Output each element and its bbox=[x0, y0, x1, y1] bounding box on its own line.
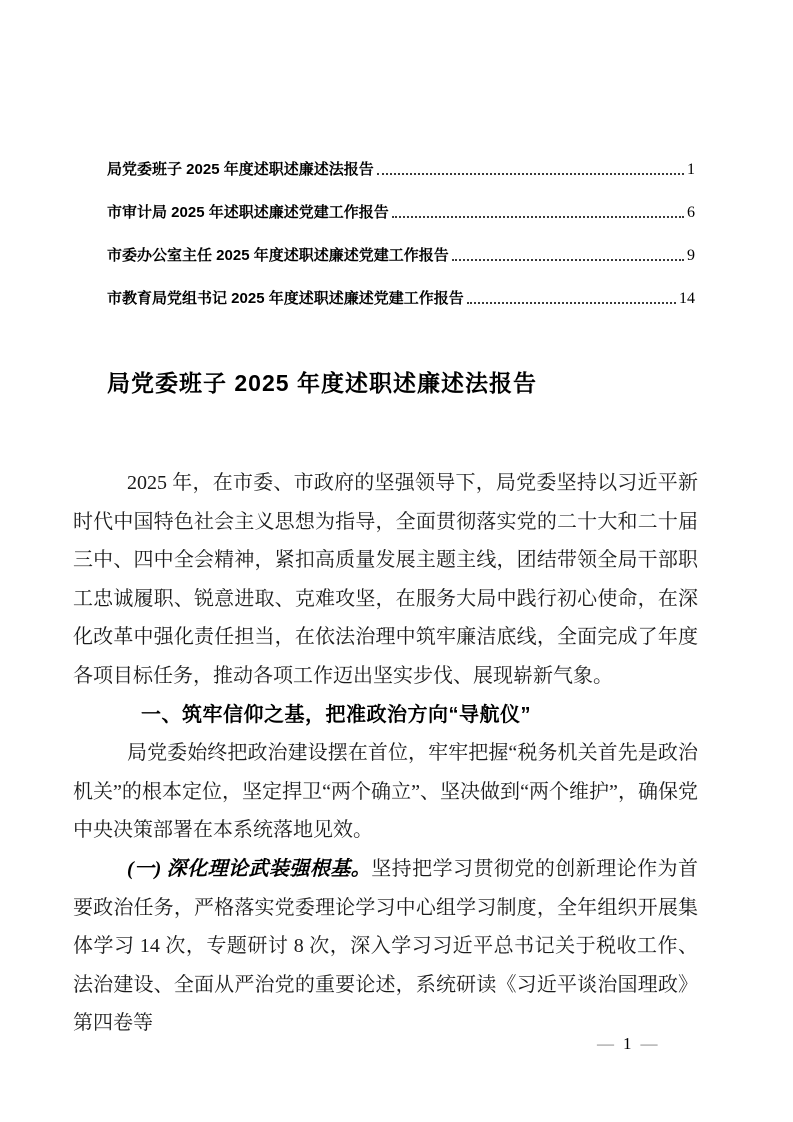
footer-dash-right: — bbox=[640, 1034, 658, 1053]
document-body bbox=[73, 464, 698, 1043]
toc-page-number: 6 bbox=[687, 204, 695, 221]
toc-entry[interactable] bbox=[107, 160, 695, 179]
footer-dash-left: — bbox=[597, 1034, 614, 1053]
toc-entry[interactable] bbox=[107, 246, 695, 265]
toc-page-number: 14 bbox=[679, 290, 695, 307]
toc-leader-dots bbox=[392, 216, 684, 218]
subsection-lead: (一) 深化理论武装强根基。 bbox=[127, 857, 372, 880]
table-of-contents bbox=[107, 160, 695, 332]
toc-page-number: 9 bbox=[687, 247, 695, 264]
toc-page-number: 1 bbox=[687, 161, 695, 178]
toc-entry[interactable] bbox=[107, 203, 695, 222]
page-footer bbox=[597, 1034, 658, 1054]
subsection-text: 坚持把学习贯彻党的创新理论作为首要政治任务，严格落实党委理论学习中心组学习制度，全年组织开展集体学习 14 次，专题研讨 8 次，深入学习习近平总书记关于税收工作、法治建设、全面从严治党的重要论述，系统研读《习近平谈治国理政》第四卷等 bbox=[73, 857, 699, 1035]
toc-entry-label: 市教育局党组书记 2025 年度述职述廉述党建工作报告 bbox=[107, 290, 464, 307]
toc-entry[interactable] bbox=[107, 289, 695, 308]
toc-leader-dots bbox=[452, 259, 684, 261]
toc-entry-label: 局党委班子 2025 年度述职述廉述法报告 bbox=[107, 161, 374, 178]
paragraph-intro: 2025 年，在市委、市政府的坚强领导下，局党委坚持以习近平新时代中国特色社会主义思想为指导，全面贯彻落实党的二十大和二十届三中、四中全会精神，紧扣高质量发展主题主线，团结带领全局干部职工忠诚履职、锐意进取、克难攻坚，在服务大局中践行初心使命，在深化改革中强化责任担当，在依法治理中筑牢廉洁底线，全面完成了年度各项目标任务，推动各项工作迈出坚实步伐、展现崭新气象。 bbox=[73, 472, 698, 687]
paragraph-subsection bbox=[73, 850, 698, 1043]
toc-entry-label: 市委办公室主任 2025 年度述职述廉述党建工作报告 bbox=[107, 247, 449, 264]
section-heading: 一、筑牢信仰之基，把准政治方向“导航仪” bbox=[141, 703, 531, 726]
footer-page-number: 1 bbox=[623, 1034, 632, 1053]
paragraph-section-intro: 局党委始终把政治建设摆在首位，牢牢把握“税务机关首先是政治机关”的根本定位，坚定捍卫“两个确立”、坚决做到“两个维护”，确保党中央决策部署在本系统落地见效。 bbox=[73, 742, 698, 842]
toc-entry-label: 市审计局 2025 年述职述廉述党建工作报告 bbox=[107, 204, 389, 221]
document-title: 局党委班子 2025 年度述职述廉述法报告 bbox=[107, 370, 537, 396]
toc-leader-dots bbox=[467, 302, 676, 304]
toc-leader-dots bbox=[377, 173, 684, 175]
